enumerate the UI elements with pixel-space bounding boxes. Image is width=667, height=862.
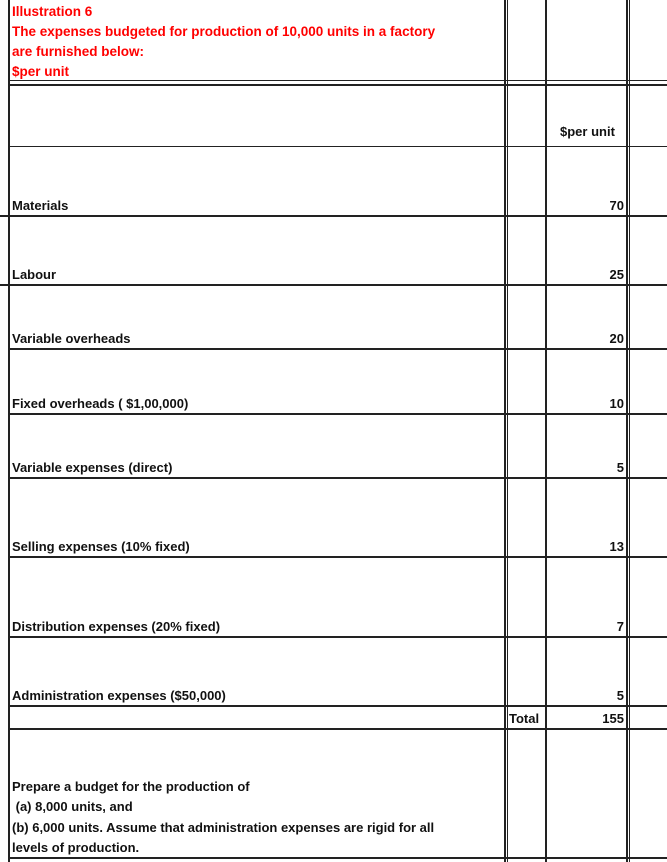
row-value-variable-expenses: 5: [616, 460, 624, 475]
row-value-fixed-overheads: 10: [609, 396, 624, 411]
row-label-materials: Materials: [12, 198, 69, 213]
grid-line-row-2: [8, 348, 667, 350]
grid-line-row-1: [0, 284, 667, 286]
grid-line-row-3: [8, 413, 667, 415]
grid-line-row-6: [8, 636, 667, 638]
row-label-labour: Labour: [12, 267, 57, 282]
instruction-line-2: (a) 8,000 units, and: [12, 799, 133, 814]
grid-line-col-d: [626, 0, 628, 862]
heading-line-4: $per unit: [12, 64, 70, 79]
grid-line-row-5: [8, 556, 667, 558]
row-label-variable-expenses: Variable expenses (direct): [12, 460, 173, 475]
instruction-line-4: levels of production.: [12, 840, 140, 855]
grid-line-row-4: [8, 477, 667, 479]
row-value-materials: 70: [609, 198, 624, 213]
grid-line-col-d-inner: [629, 0, 630, 862]
row-label-administration-expenses: Administration expenses ($50,000): [12, 688, 226, 703]
grid-line-col-b: [504, 0, 506, 862]
grid-line-total: [8, 728, 667, 730]
total-value: 155: [602, 711, 624, 726]
row-label-variable-overheads: Variable overheads: [12, 331, 131, 346]
row-value-variable-overheads: 20: [609, 331, 624, 346]
grid-line-left: [8, 0, 10, 862]
grid-line-row-0: [0, 215, 667, 217]
row-label-fixed-overheads: Fixed overheads ( $1,00,000): [12, 396, 189, 411]
grid-line-col-b-inner: [507, 0, 508, 862]
instruction-line-1: Prepare a budget for the production of: [12, 779, 250, 794]
column-header: $per unit: [560, 124, 615, 139]
grid-line-heading-under: [8, 84, 667, 86]
heading-line-2: The expenses budgeted for production of 10,000 units in a factory: [12, 24, 436, 39]
grid-line-row-7: [8, 705, 667, 707]
row-value-administration-expenses: 5: [616, 688, 624, 703]
row-value-labour: 25: [609, 267, 624, 282]
heading-title: Illustration 6: [12, 4, 93, 19]
row-label-selling-expenses: Selling expenses (10% fixed): [12, 539, 190, 554]
grid-line-heading: [8, 80, 667, 81]
row-value-selling-expenses: 13: [609, 539, 624, 554]
grid-line-header-row: [8, 146, 667, 147]
total-label: Total: [509, 711, 540, 726]
row-label-distribution-expenses: Distribution expenses (20% fixed): [12, 619, 221, 634]
instruction-line-3: (b) 6,000 units. Assume that administration expenses are rigid for all: [12, 820, 435, 835]
heading-line-3: are furnished below:: [12, 44, 145, 59]
row-value-distribution-expenses: 7: [616, 619, 624, 634]
grid-line-col-c: [545, 0, 547, 862]
